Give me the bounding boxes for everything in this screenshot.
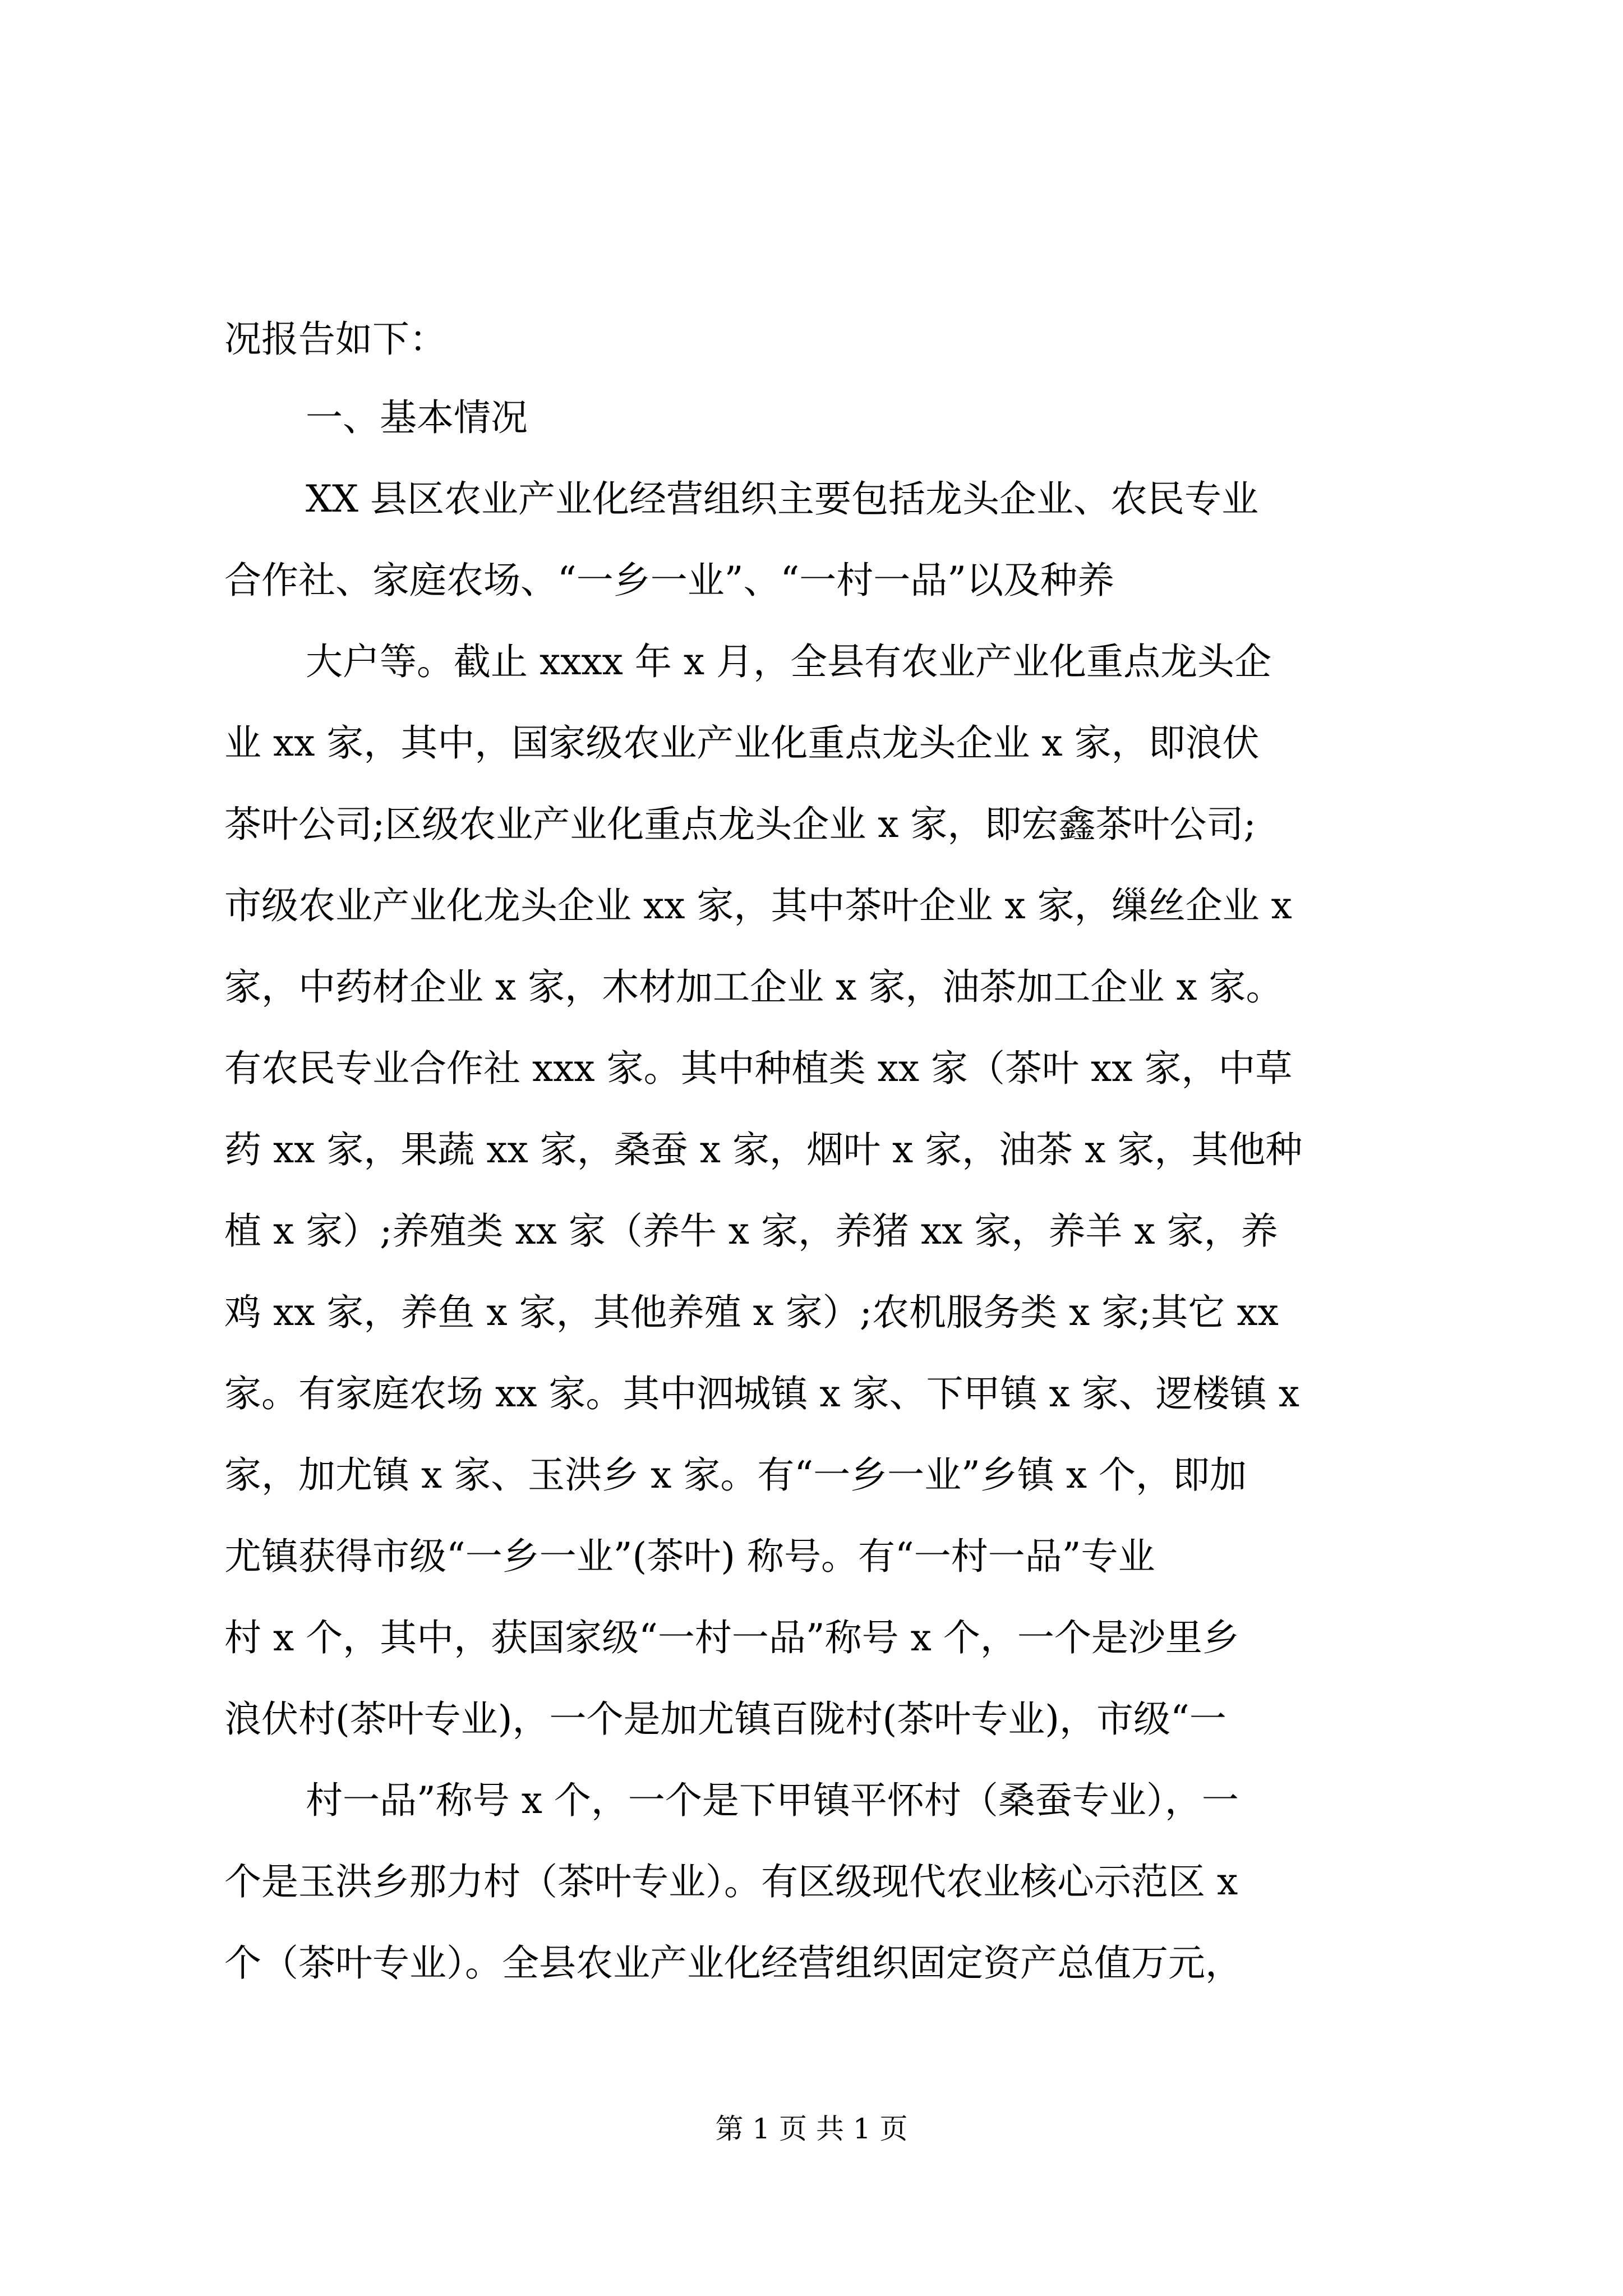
page-footer: 第 1 页 共 1 页: [715, 2113, 908, 2145]
body-text-line: 市级农业产业化龙头企业 xx 家，其中茶叶企业 x 家，缫丝企业 x: [224, 884, 1292, 927]
section-heading: 一、基本情况: [306, 396, 528, 439]
body-text-line: 药 xx 家，果蔬 xx 家，桑蚕 x 家，烟叶 x 家，油茶 x 家，其他种: [224, 1128, 1303, 1171]
body-text-line: 合作社、家庭农场、“一乡一业”、“一村一品”以及种养: [224, 559, 1114, 602]
body-text-line: 个（茶叶专业）。全县农业产业化经营组织固定资产总值万元，: [224, 1941, 1242, 1985]
body-text-line: 茶叶公司;区级农业产业化重点龙头企业 x 家，即宏鑫茶叶公司;: [224, 803, 1256, 846]
body-text-line: 鸡 xx 家，养鱼 x 家，其他养殖 x 家）;农机服务类 x 家;其它 xx: [224, 1291, 1279, 1334]
body-text-line: 村 x 个，其中，获国家级“一村一品”称号 x 个，一个是沙里乡: [224, 1616, 1239, 1659]
body-text-line: 业 xx 家，其中，国家级农业产业化重点龙头企业 x 家，即浪伏: [224, 721, 1260, 765]
body-text-line: 有农民专业合作社 xxx 家。其中种植类 xx 家（茶叶 xx 家，中草: [224, 1047, 1293, 1090]
body-text-line: XX 县区农业产业化经营组织主要包括龙头企业、农民专业: [306, 477, 1258, 521]
body-text-line: 个是玉洪乡那力村（茶叶专业）。有区级现代农业核心示范区 x: [224, 1860, 1238, 1903]
body-text-line: 大户等。截止 xxxx 年 x 月，全县有农业产业化重点龙头企: [306, 640, 1272, 683]
body-text-line: 尤镇获得市级“一乡一业”(茶叶) 称号。有“一村一品”专业: [224, 1535, 1155, 1578]
body-text-line: 村一品”称号 x 个，一个是下甲镇平怀村（桑蚕专业），一: [306, 1779, 1239, 1822]
body-text-line: 家。有家庭农场 xx 家。其中泗城镇 x 家、下甲镇 x 家、逻楼镇 x: [224, 1372, 1299, 1415]
body-text-line: 浪伏村(茶叶专业)，一个是加尤镇百陇村(茶叶专业)，市级“一: [224, 1697, 1227, 1741]
body-text-line: 家，加尤镇 x 家、玉洪乡 x 家。有“一乡一业”乡镇 x 个，即加: [224, 1453, 1247, 1497]
body-text-line: 植 x 家）;养殖类 xx 家（养牛 x 家，养猪 xx 家，养羊 x 家，养: [224, 1209, 1278, 1253]
body-text-line: 况报告如下：: [224, 318, 446, 361]
body-text-line: 家，中药材企业 x 家，木材加工企业 x 家，油茶加工企业 x 家。: [224, 965, 1283, 1009]
